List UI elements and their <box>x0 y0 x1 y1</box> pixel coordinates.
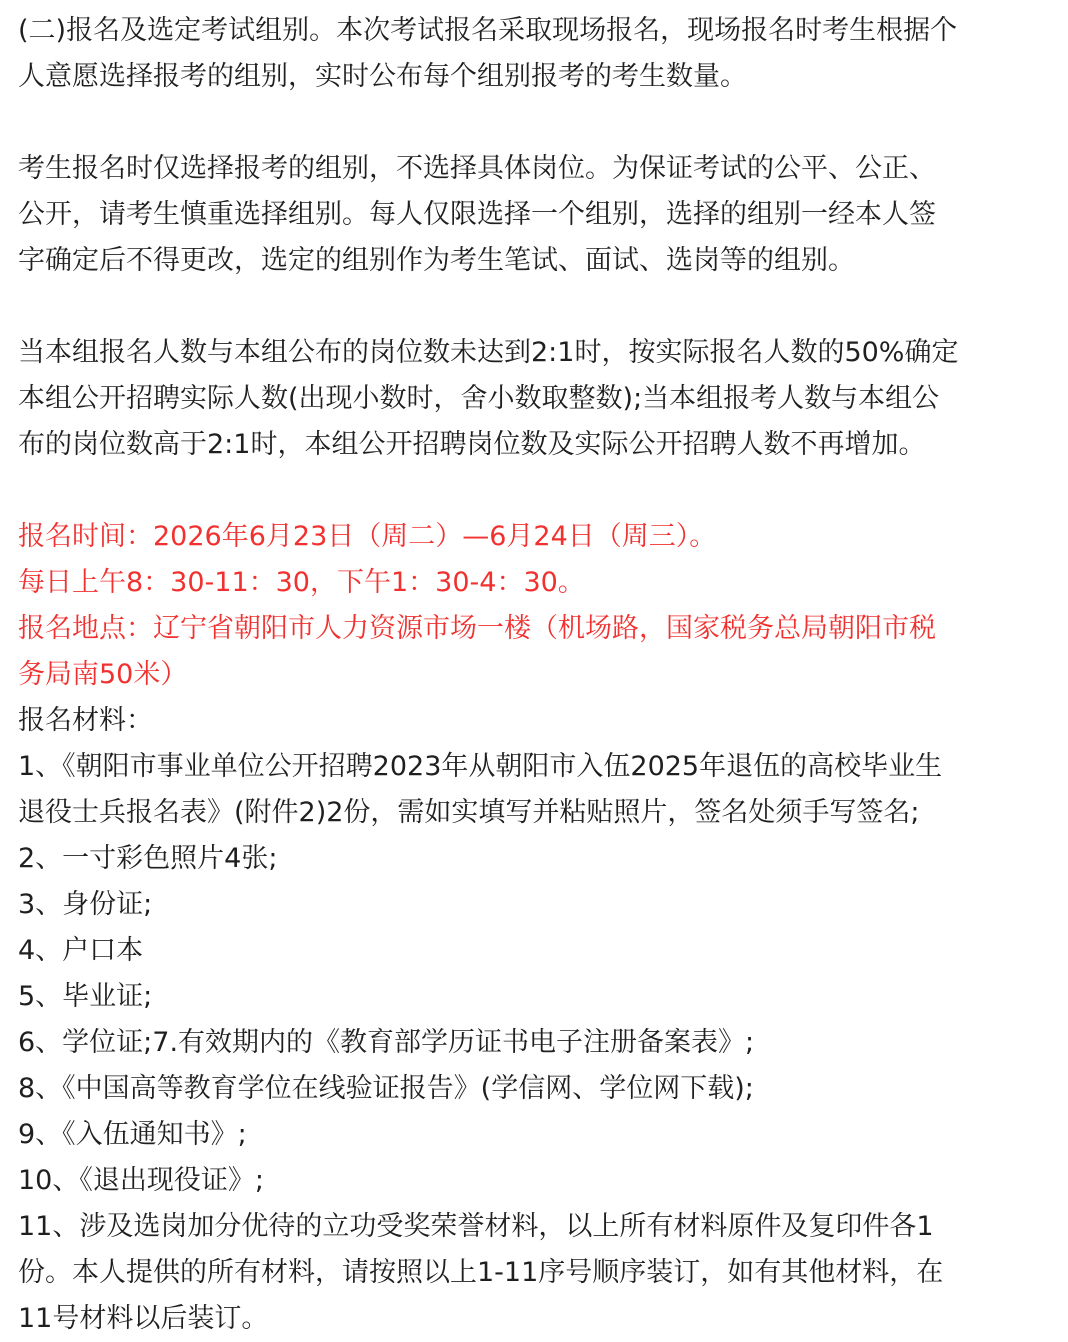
paragraph-group-selection <box>18 8 988 100</box>
registration-place: 报名地点：辽宁省朝阳市人力资源市场一楼（机场路，国家税务总局朝阳市税 <box>18 613 936 644</box>
list-item: 3、身份证; <box>18 889 153 920</box>
list-item: 11号材料以后装订。 <box>18 1303 269 1334</box>
paragraph-spacer <box>18 100 988 146</box>
text-line: (二)报名及选定考试组别。本次考试报名采取现场报名，现场报名时考生根据个 <box>18 15 958 46</box>
text-line: 考生报名时仅选择报考的组别，不选择具体岗位。为保证考试的公平、公正、 <box>18 153 936 184</box>
text-line: 本组公开招聘实际人数(出现小数时，舍小数取整数);当本组报考人数与本组公 <box>18 383 940 414</box>
materials-section <box>18 698 988 1342</box>
list-item: 4、户口本 <box>18 935 144 966</box>
paragraph-ratio-rule <box>18 330 988 468</box>
list-item: 10、《退出现役证》; <box>18 1165 264 1196</box>
list-item: 6、学位证;7.有效期内的《教育部学历证书电子注册备案表》; <box>18 1027 755 1058</box>
registration-time: 报名时间：2026年6月23日（周二）—6月24日（周三）。 <box>18 521 717 552</box>
list-item: 退役士兵报名表》(附件2)2份，需如实填写并粘贴照片，签名处须手写签名; <box>18 797 920 828</box>
paragraph-spacer <box>18 468 988 514</box>
list-item: 5、毕业证; <box>18 981 153 1012</box>
paragraph-choose-group <box>18 146 988 284</box>
text-line: 当本组报名人数与本组公布的岗位数未达到2:1时，按实际报名人数的50%确定 <box>18 337 959 368</box>
list-item: 1、《朝阳市事业单位公开招聘2023年从朝阳市入伍2025年退伍的高校毕业生 <box>18 751 943 782</box>
list-item: 11、涉及选岗加分优待的立功受奖荣誉材料，以上所有材料原件及复印件各1 <box>18 1211 934 1242</box>
list-item: 份。本人提供的所有材料，请按照以上1-11序号顺序装订，如有其他材料，在 <box>18 1257 944 1288</box>
list-item: 2、一寸彩色照片4张; <box>18 843 278 874</box>
registration-info <box>18 514 988 698</box>
text-line: 字确定后不得更改，选定的组别作为考生笔试、面试、选岗等的组别。 <box>18 245 855 276</box>
list-item: 9、《入伍通知书》; <box>18 1119 247 1150</box>
materials-heading: 报名材料： <box>18 705 153 736</box>
registration-hours: 每日上午8：30-11：30，下午1：30-4：30。 <box>18 567 585 598</box>
text-line: 公开，请考生慎重选择组别。每人仅限选择一个组别，选择的组别一经本人签 <box>18 199 936 230</box>
text-line: 布的岗位数高于2:1时，本组公开招聘岗位数及实际公开招聘人数不再增加。 <box>18 429 926 460</box>
paragraph-spacer <box>18 284 988 330</box>
list-item: 8、《中国高等教育学位在线验证报告》(学信网、学位网下载); <box>18 1073 754 1104</box>
text-line: 人意愿选择报考的组别，实时公布每个组别报考的考生数量。 <box>18 61 747 92</box>
registration-place-cont: 务局南50米） <box>18 659 188 690</box>
